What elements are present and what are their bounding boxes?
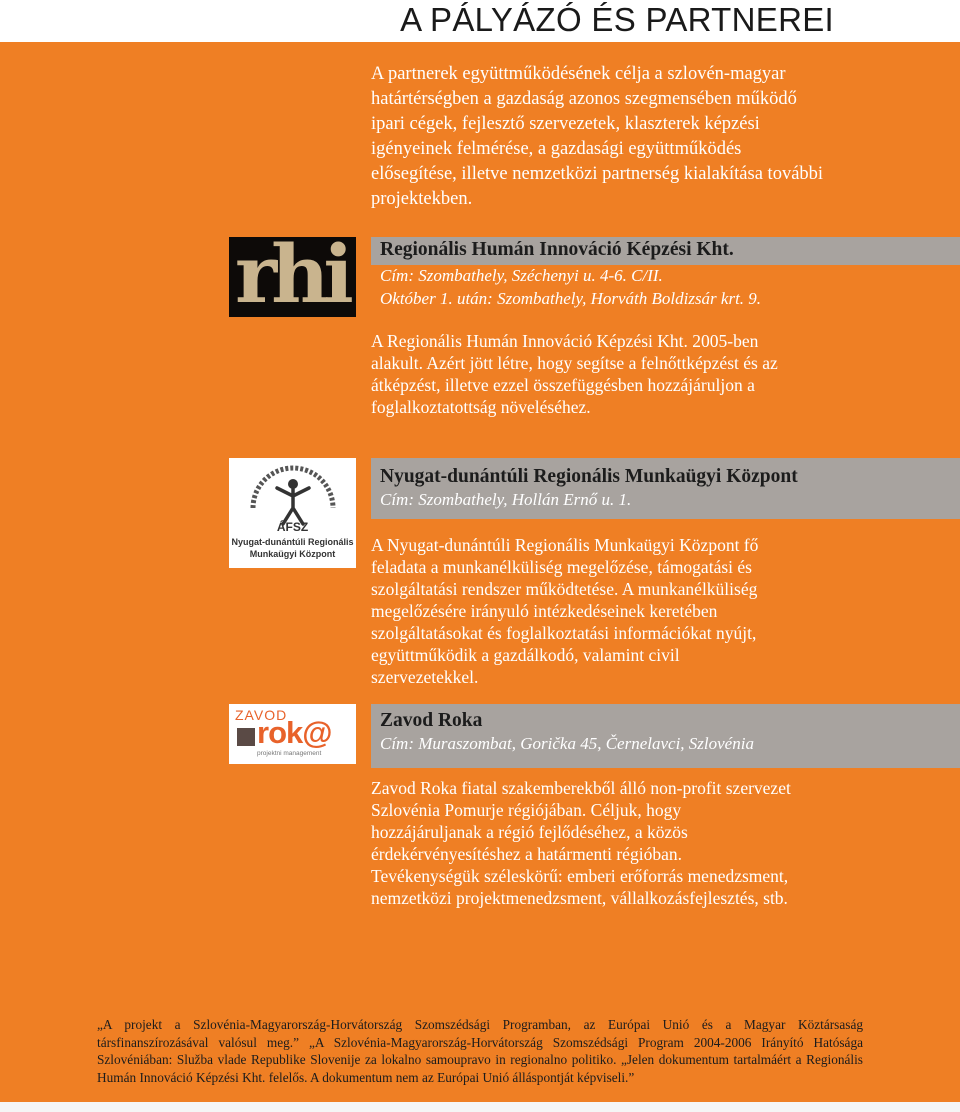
afsz-address: Cím: Szombathely, Hollán Ernő u. 1. [380,490,632,509]
roka-logo [229,704,356,764]
roka-logo-square [237,728,255,746]
intro-paragraph: A partnerek együttműködésének célja a szlovén-magyar határtérségben a gazdaság azonos szegmensében működő ipari cégek, fejlesztő szervezetek, klaszterek képzési igényeinek felmérése, a gazdasági együttműködés elősegítése, illetve nemzetközi partnerség kialakítása további projektekben. [371,64,824,209]
rhi-address-2: Október 1. után: Szombathely, Horváth Boldizsár krt. 9. [380,289,762,308]
roka-description: Zavod Roka fiatal szakemberekből álló non-profit szervezet Szlovénia Pomurje régiójában. Céljuk, hogy hozzájáruljanak a régió fejlődéséhez, a közös érdekérvényesítéshez a határmenti régióban. Tevékenységük széleskörű: emberi erőforrás menedzsment, nemzetközi projektmenedzsment, vállalkozásfejlesztés, stb. [371,778,791,908]
rhi-address-1: Cím: Szombathely, Széchenyi u. 4-6. C/II. [380,266,663,285]
bottom-strip [0,1102,960,1112]
rhi-logo-text: rhi [235,237,348,317]
afsz-description: A Nyugat-dunántúli Regionális Munkaügyi Központ fő feladata a munkanélküliség megelőzése, támogatási és szolgáltatási rendszer működtetése. A munkanélküliség megelőzésére irányuló intézkedéseinek keretében szolgáltatásokat és foglalkoztatási információkat nyújt, együttműködik a gazdálkodó, valamint civil szervezetekkel. [371,535,759,687]
rhi-name: Regionális Humán Innováció Képzési Kht. [380,239,734,260]
roka-logo-zavod: ZAVOD [235,707,288,723]
afsz-logo [229,458,356,568]
roka-address: Cím: Muraszombat, Gorička 45, Černelavci, Szlovénia [380,734,754,753]
footer-disclaimer: „A projekt a Szlovénia-Magyarország-Horvátország Szomszédsági Programban, az Európai Unió és a Magyar Köztársaság társfinanszírozásával valósul meg.” „A Szlovénia-Magyarország-Horvátország Szomszédsági Program 2004-2006 Irányító Hatósága Szlovéniában: Služba vlade Republike Slovenije za lokalno samoupravo in regionalno politiko. „Jelen dokumentum tartalmáért a Regionális Humán Innováció Képzési Kht. felelős. A dokumentum nem az Európai Unió álláspontját képviseli.” [97,1017,863,1085]
afsz-logo-line-1: Nyugat-dunántúli Regionális [231,537,354,547]
rhi-description: A Regionális Humán Innováció Képzési Kht. 2005-ben alakult. Azért jött létre, hogy segítse a felnőttképzést és az átképzést, illetve ezzel összefüggésben hozzájáruljon a foglalkoztatottság növeléséhez. [371,331,778,417]
roka-logo-roka: rok@ [257,715,332,750]
afsz-name: Nyugat-dunántúli Regionális Munkaügyi Központ [380,466,798,487]
page-title: A PÁLYÁZÓ ÉS PARTNEREI [400,1,834,38]
rhi-logo [229,237,356,317]
page-header [0,0,960,42]
afsz-logo-acronym: ÁFSZ [276,520,309,534]
roka-name: Zavod Roka [380,710,483,731]
roka-logo-subtitle: projektni management [257,750,322,757]
afsz-logo-line-2: Munkaügyi Központ [249,549,336,559]
